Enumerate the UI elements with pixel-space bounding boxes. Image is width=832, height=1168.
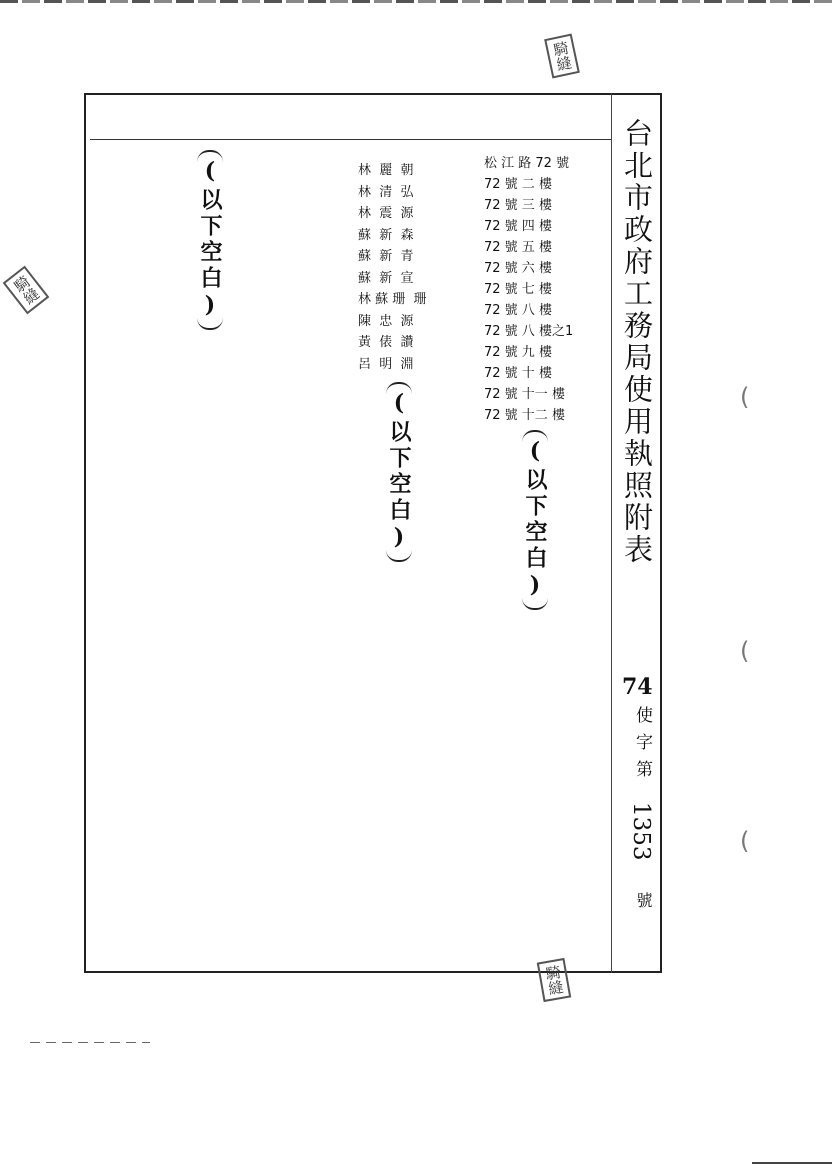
seam-stamp-left: 騎縫	[3, 266, 50, 315]
owner-row: 蘇 新 宣	[358, 270, 414, 286]
owner-row: 林 蘇 珊 珊	[358, 292, 427, 307]
address-row: 72 號 三 樓	[484, 198, 552, 213]
address-row: 72 號 六 樓	[484, 261, 552, 276]
binding-hole-mark: (	[740, 637, 750, 665]
owner-row: 黃 俵 讚	[358, 335, 414, 350]
address-row: 72 號 八 樓	[484, 303, 552, 318]
owner-row: 蘇 新 森	[358, 227, 414, 243]
scan-artifact-line	[30, 1042, 150, 1043]
address-row: 72 號 五 樓	[484, 240, 552, 255]
address-row: 72 號 十一 樓	[484, 387, 565, 402]
blank-below-marker-addresses: (以下空白)	[522, 430, 548, 610]
title-column-separator	[611, 93, 612, 973]
owner-row: 蘇 新 青	[358, 249, 414, 264]
seam-stamp-top: 騎縫	[544, 34, 580, 79]
owner-list	[358, 160, 427, 375]
scan-edge-noise	[0, 0, 832, 3]
address-list	[484, 153, 573, 426]
permit-number: 1353	[628, 802, 654, 861]
owner-row: 林 清 弘	[358, 184, 414, 200]
permit-year: 74	[622, 674, 653, 700]
seam-stamp-bottom: 騎縫	[537, 958, 572, 1002]
address-row: 72 號 四 樓	[484, 219, 552, 234]
blank-below-marker-owners: (以下空白)	[386, 382, 412, 562]
binding-hole-mark: (	[740, 383, 750, 411]
permit-suffix: 號	[634, 892, 653, 908]
owner-row: 陳 忠 源	[358, 313, 414, 329]
address-row: 72 號 九 樓	[484, 345, 552, 360]
address-row: 72 號 二 樓	[484, 177, 552, 192]
owner-row: 林 震 源	[358, 206, 414, 221]
permit-prefix: 使字第	[632, 706, 652, 787]
blank-below-marker-empty-column: (以下空白)	[197, 150, 223, 330]
scan-corner-edge	[752, 1162, 832, 1164]
document-title: 台北市政府工務局使用執照附表	[620, 118, 654, 566]
address-row: 72 號 十 樓	[484, 366, 552, 381]
address-row: 72 號 七 樓	[484, 282, 552, 297]
owner-row: 林 麗 朝	[358, 163, 414, 178]
address-row: 松 江 路 72 號	[484, 156, 570, 171]
binding-hole-mark: (	[740, 827, 750, 855]
address-row: 72 號 十二 樓	[484, 408, 565, 423]
address-row: 72 號 八 樓之1	[484, 324, 574, 339]
owner-row: 呂 明 淵	[358, 356, 414, 372]
header-rule	[90, 139, 611, 140]
